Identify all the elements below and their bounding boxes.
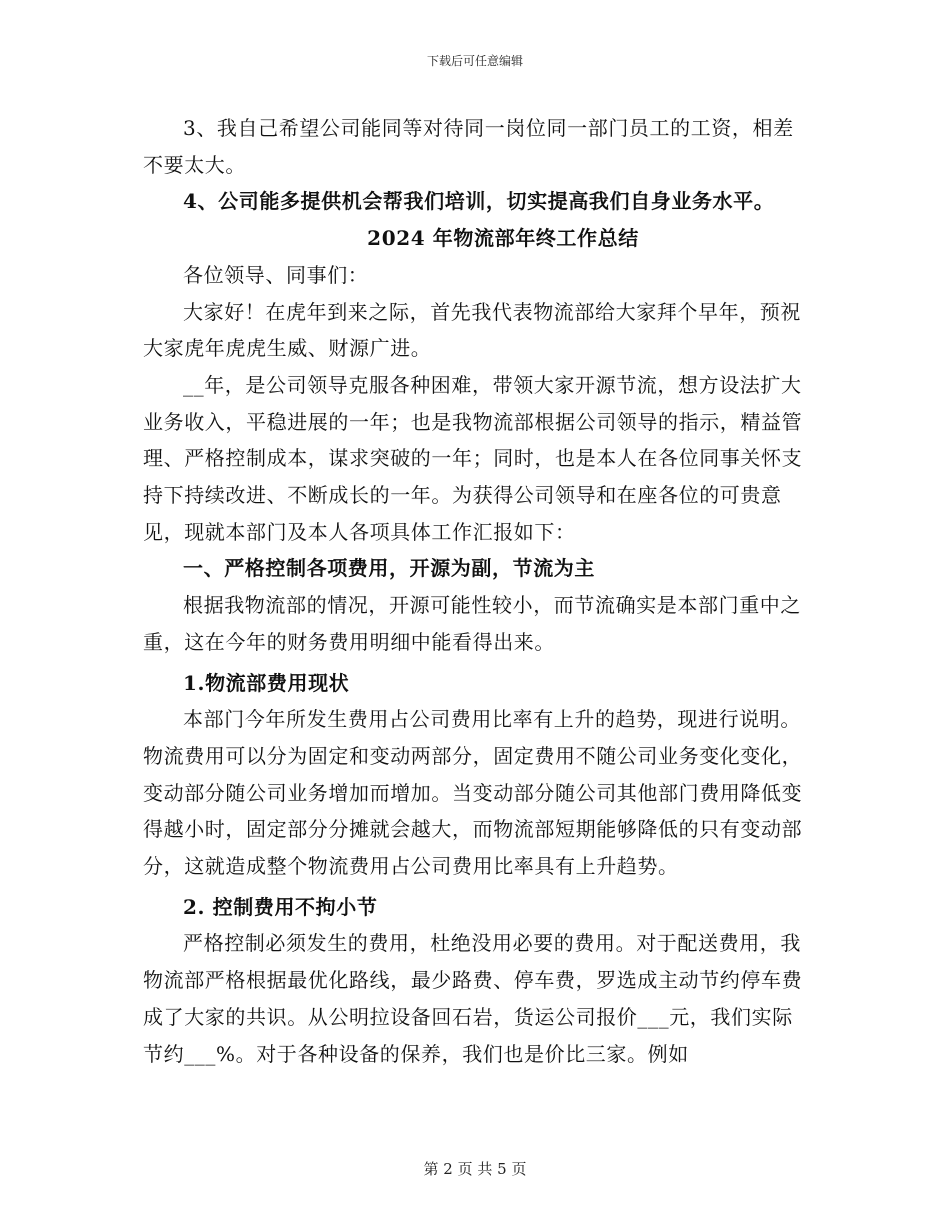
subsection-heading-1: 1.物流部费用现状 — [183, 670, 350, 695]
section-1-paragraph: 根据我物流部的情况，开源可能性较小，而节流确实是本部门重中之重，这在今年的财务费用明细中能看得出来。 — [143, 593, 801, 654]
intro-paragraph: __年，是公司领导克服各种困难，带领大家开源节流，想方设法扩大业务收入，平稳进展的一年；也是我物流部根据公司领导的指示，精益管理、严格控制成本，谋求突破的一年；同时，也是本人在各位同事关怀支持下持续改进、不断成长的一年。为获得公司领导和在座各位的可贵意见，现就本部门及本人各项具体工作汇报如下： — [143, 372, 803, 544]
salutation: 各位领导、同事们： — [183, 262, 369, 287]
subsection-2-paragraph: 严格控制必须发生的费用，杜绝没用必要的费用。对于配送费用，我物流部严格根据最优化路线，最少路费、停车费，罗选成主动节约停车费成了大家的共识。从公明拉设备回石岩，货运公司报价___元，我们实际节约___%。对于各种设备的保养，我们也是价比三家。例如 — [143, 931, 803, 1066]
page-header-note: 下载后可任意编辑 — [426, 54, 523, 68]
paragraph-item-4: 4、公司能多提供机会帮我们培训，切实提高我们自身业务水平。 — [183, 189, 775, 214]
section-heading-1: 一、严格控制各项费用，开源为副，节流为主 — [183, 556, 595, 581]
document-body — [143, 110, 808, 1072]
page-number: 第 2 页 共 5 页 — [423, 1160, 527, 1178]
subsection-heading-2: 2. 控制费用不拘小节 — [183, 894, 378, 919]
greeting-paragraph: 大家好！在虎年到来之际，首先我代表物流部给大家拜个早年，预祝大家虎年虎虎生威、财源广进。 — [143, 299, 801, 361]
subsection-1-paragraph: 本部门今年所发生费用占公司费用比率有上升的趋势，现进行说明。物流费用可以分为固定和变动两部分，固定费用不随公司业务变化变化，变动部分随公司业务增加而增加。当变动部分随公司其他部门费用降低变得越小时，固定部分分摊就会越大，而物流部短期能够降低的只有变动部分，这就造成整个物流费用占公司费用比率具有上升趋势。 — [143, 707, 803, 879]
document-title: 2024 年物流部年终工作总结 — [367, 226, 639, 251]
paragraph-item-3: 3、我自己希望公司能同等对待同一岗位同一部门员工的工资，相差不要太大。 — [143, 116, 794, 177]
